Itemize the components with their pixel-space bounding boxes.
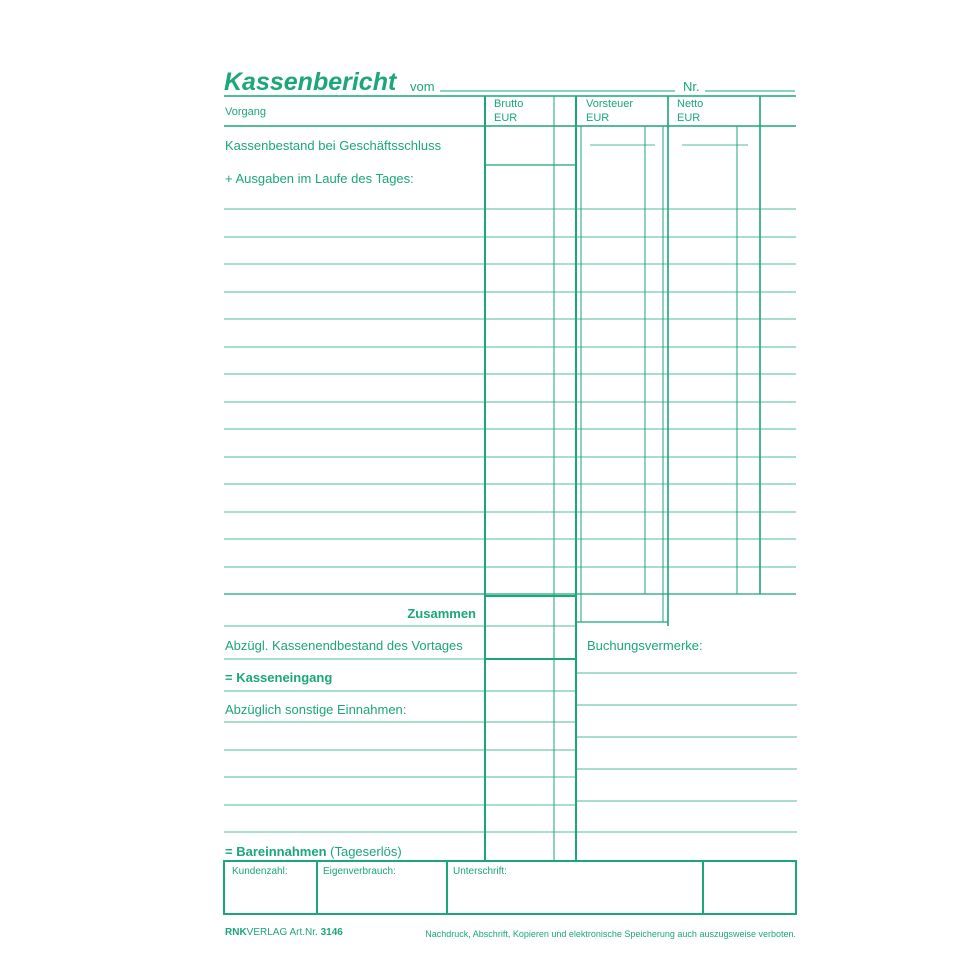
row-ausgaben: + Ausgaben im Laufe des Tages: xyxy=(225,171,414,186)
header-netto: Netto xyxy=(677,98,704,110)
footer-box-outline xyxy=(224,861,796,914)
row-kasseneingang: = Kasseneingang xyxy=(225,670,333,685)
bareinnahmen-label: = Bareinnahmen xyxy=(225,844,327,859)
imprint-art-nr: 3146 xyxy=(320,927,343,938)
imprint-publisher xyxy=(225,928,343,938)
form-title: Kassenbericht xyxy=(224,68,397,96)
bareinnahmen-suffix: (Tageserlös) xyxy=(330,844,402,859)
imprint-notice: Nachdruck, Abschrift, Kopieren und elektronische Speicherung auch auszugsweise verboten. xyxy=(425,929,796,939)
vom-label: vom xyxy=(410,79,435,94)
imprint-brand: RNK xyxy=(225,927,247,938)
row-kassenbestand: Kassenbestand bei Geschäftsschluss xyxy=(225,138,442,153)
header-vorgang: Vorgang xyxy=(225,106,266,118)
header-vorsteuer: Vorsteuer xyxy=(586,98,634,110)
header-brutto: Brutto xyxy=(494,98,524,110)
buchungsvermerke-label: Buchungsvermerke: xyxy=(587,638,703,653)
box-unterschrift: Unterschrift: xyxy=(453,866,507,877)
imprint-verlag: VERLAG Art.Nr. xyxy=(246,927,318,938)
header-vorsteuer-currency: EUR xyxy=(586,112,610,124)
box-kundenzahl: Kundenzahl: xyxy=(232,866,288,877)
box-eigenverbrauch: Eigenverbrauch: xyxy=(323,866,396,877)
nr-label: Nr. xyxy=(683,79,700,94)
header-brutto-currency: EUR xyxy=(494,112,518,124)
row-abzuegl-vortag: Abzügl. Kassenendbestand des Vortages xyxy=(225,638,463,653)
row-bareinnahmen xyxy=(225,845,402,858)
row-sonstige-einnahmen: Abzüglich sonstige Einnahmen: xyxy=(225,702,407,717)
row-zusammen: Zusammen xyxy=(407,606,476,621)
header-netto-currency: EUR xyxy=(677,112,701,124)
